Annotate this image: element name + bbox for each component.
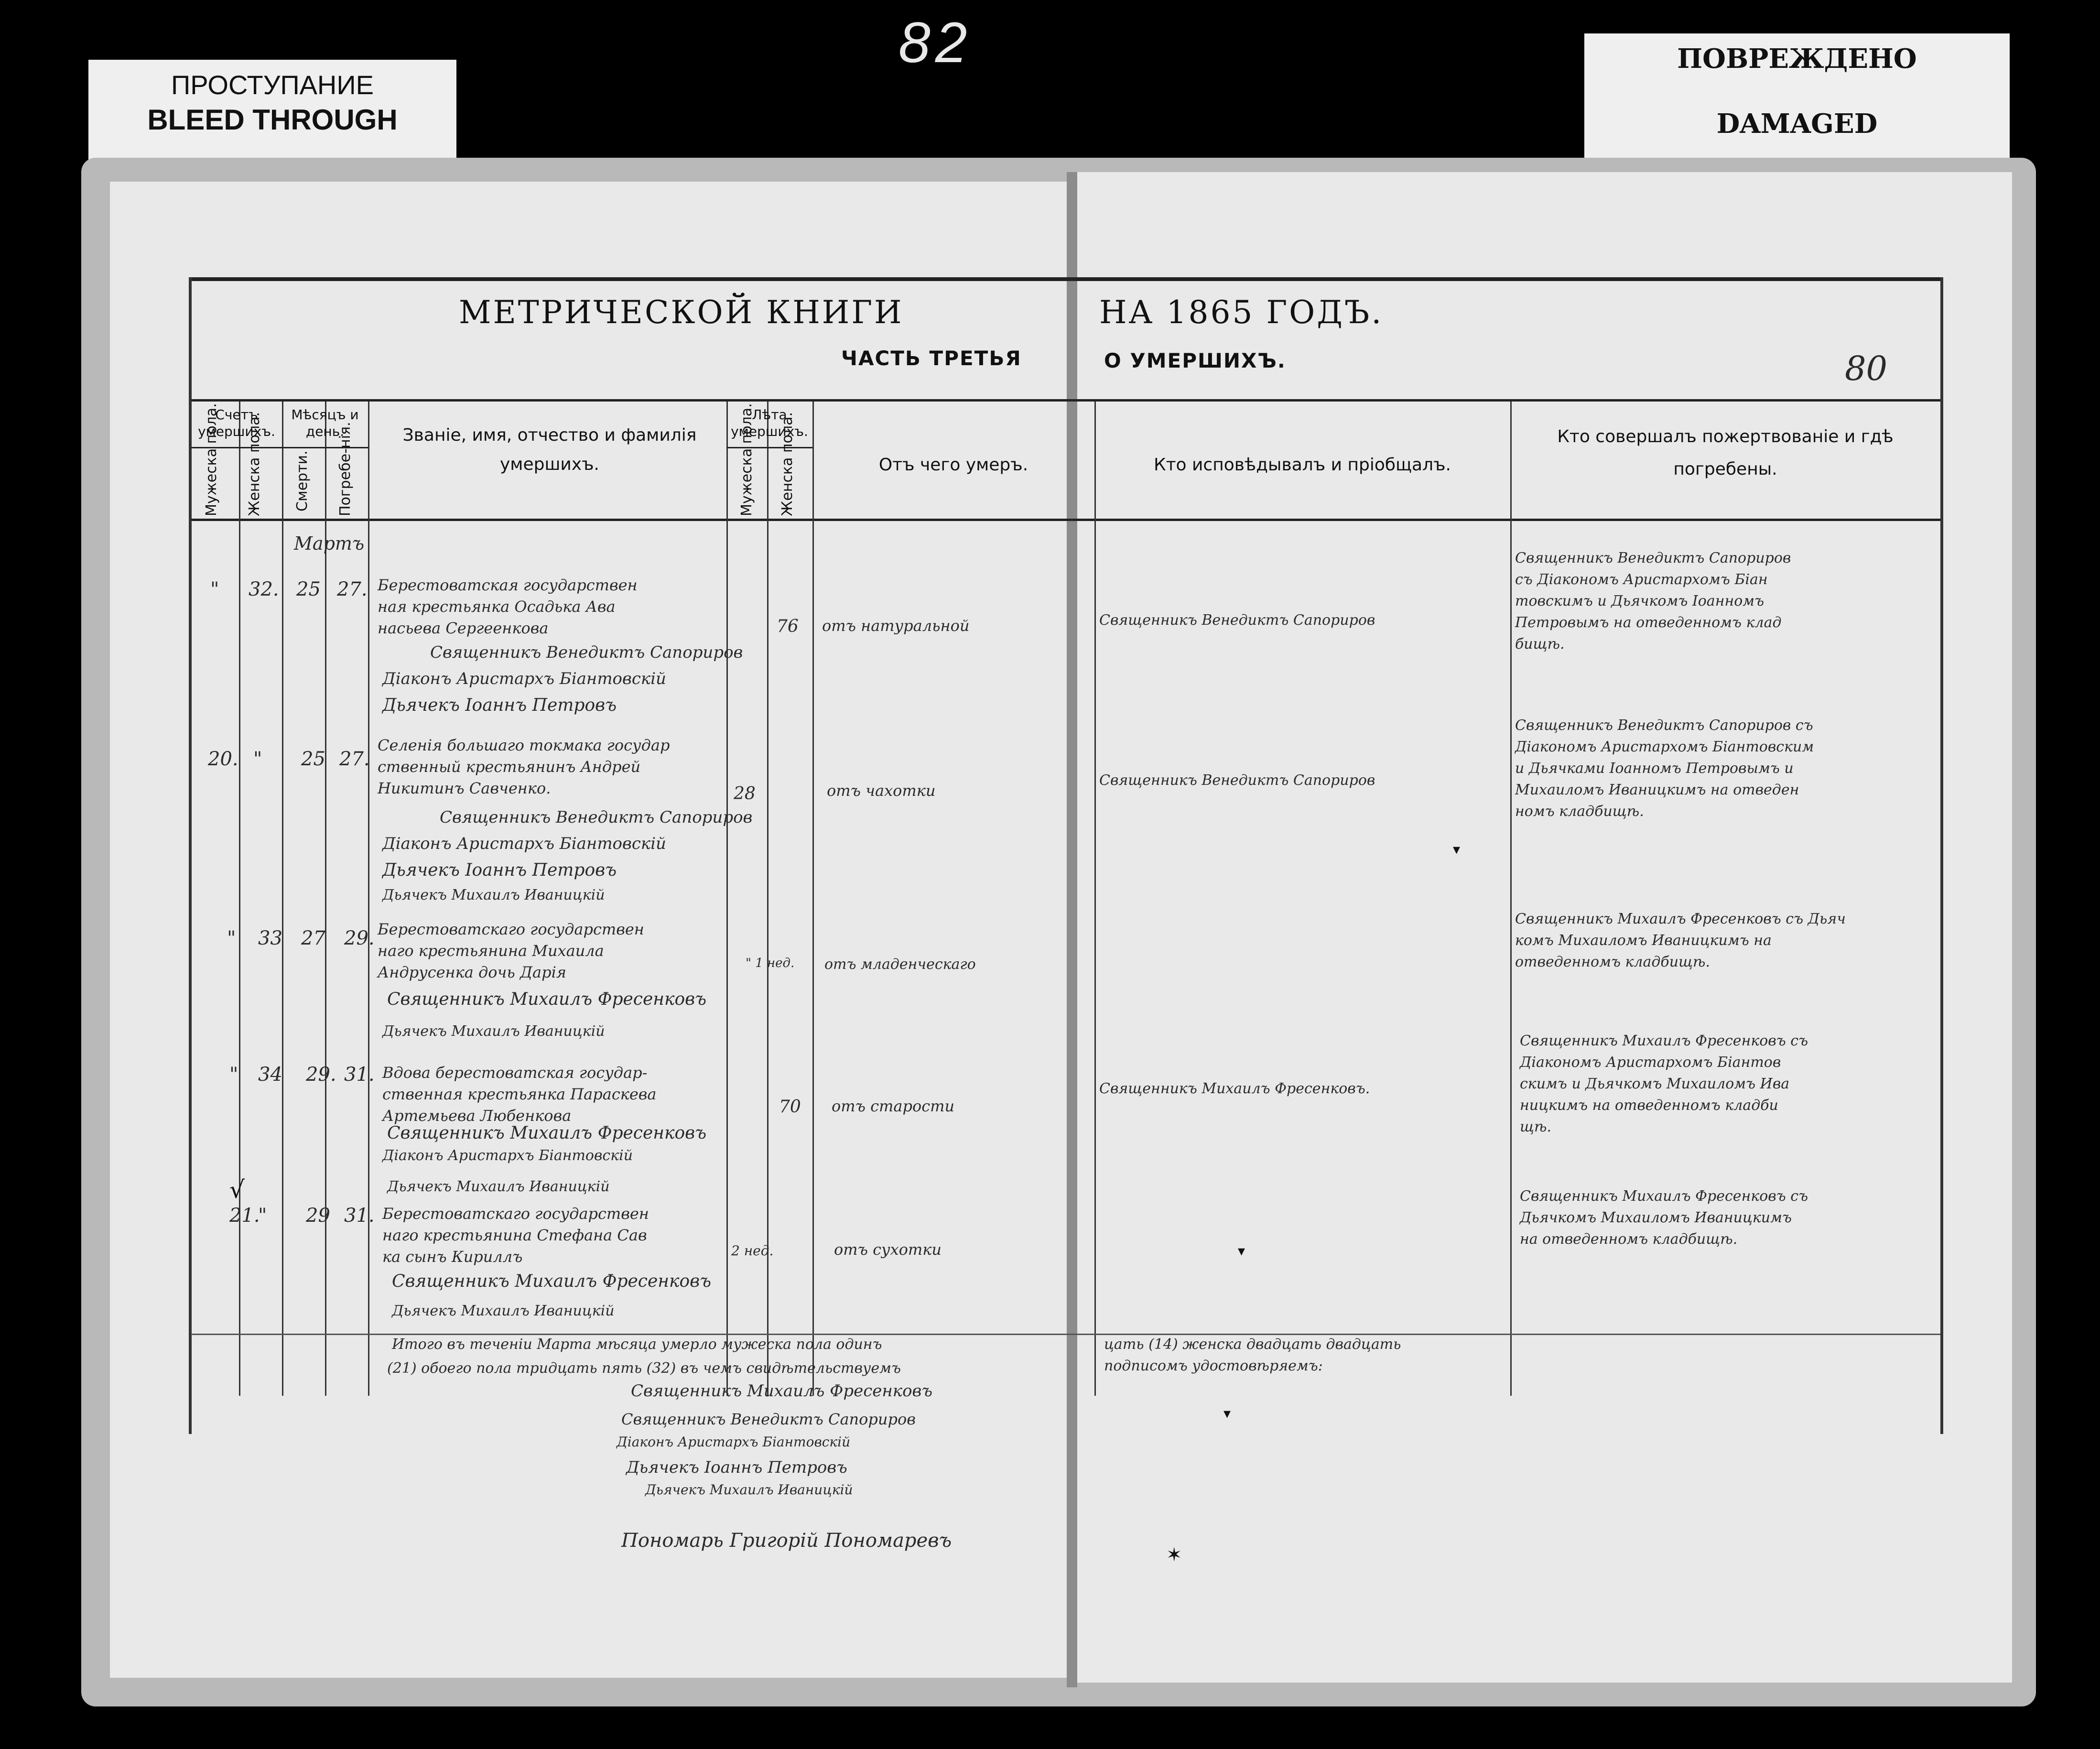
age-header: Лѣта умершихъ. xyxy=(731,407,808,439)
entry-male-no: 21. xyxy=(229,1205,260,1227)
entry-burial-line: съ Діакономъ Аристархомъ Біан xyxy=(1515,571,1768,588)
header-rule-top xyxy=(191,399,1940,402)
entry-burial-line: номъ кладбищѣ. xyxy=(1515,803,1644,820)
entry-female-no: " xyxy=(253,748,262,770)
entry-death-day: 25 xyxy=(296,578,321,600)
entry-name-line: ственная крестьянка Параскева xyxy=(382,1085,657,1103)
entry-death-day: 25 xyxy=(301,748,325,770)
col-line-8 xyxy=(1094,402,1096,1396)
entry-cause: отъ старости xyxy=(832,1097,955,1115)
ink-mark: ▾ xyxy=(1453,841,1461,858)
entry-burial-line: товскимъ и Дьячкомъ Іоанномъ xyxy=(1515,593,1764,609)
entry-burial-line: Петровымъ на отведенномъ клад xyxy=(1515,614,1782,631)
entry-age-female: 70 xyxy=(779,1097,801,1117)
entry-male-no: 20. xyxy=(208,748,238,770)
entry-burial-line: и Дьячками Іоанномъ Петровымъ и xyxy=(1515,760,1794,777)
entry-name-line: насьева Сергеенкова xyxy=(378,619,549,637)
frame-top-line xyxy=(189,277,1943,281)
entry-burial-line: Священникъ Михаилъ Фресенковъ съ Дьяч xyxy=(1515,911,1846,927)
entry-name-line: наго крестьянина Стефана Сав xyxy=(382,1226,647,1244)
entry-name-line: Никитинъ Савченко. xyxy=(378,779,551,797)
entry-signature: Священникъ Венедиктъ Сапориров xyxy=(440,808,753,827)
frame-number: 82 xyxy=(898,11,972,75)
burial-by-header: Кто совершалъ пожертвованіе и гдѣ погребены. xyxy=(1557,427,1894,479)
col-line-4 xyxy=(368,402,369,1396)
entry-burial-day: 29. xyxy=(344,927,375,949)
entry-male-no: " xyxy=(229,1064,238,1086)
month-header: Мѣсяцъ и день. xyxy=(291,407,359,439)
title-right: НА 1865 ГОДЪ. xyxy=(1099,294,1384,331)
entry-signature: Діаконъ Аристархъ Біантовскій xyxy=(382,834,666,853)
entry-burial-day: 31. xyxy=(344,1205,375,1227)
summary-line: Итого въ теченіи Марта мѣсяца умерло мужеска пола одинъ xyxy=(392,1336,882,1353)
part-left: ЧАСТЬ ТРЕТЬЯ xyxy=(841,347,1022,370)
confessor-header: Кто исповѣдывалъ и пріобщалъ. xyxy=(1154,455,1451,475)
frame-left-line xyxy=(189,277,192,1434)
entry-confessor: Священникъ Михаилъ Фресенковъ. xyxy=(1099,1080,1370,1097)
summary-signature: Діаконъ Аристархъ Біантовскій xyxy=(617,1434,851,1450)
entry-cause: отъ натуральной xyxy=(822,617,970,635)
entry-name-line: Вдова берестоватская государ- xyxy=(382,1064,648,1082)
entry-female-no: " xyxy=(258,1205,267,1227)
entry-burial-line: щѣ. xyxy=(1520,1119,1552,1135)
entry-burial-line: Священникъ Венедиктъ Сапориров xyxy=(1515,550,1791,566)
title-left: МЕТРИЧЕСКОЙ КНИГИ xyxy=(459,294,904,331)
entry-name-line: Артемьева Любенкова xyxy=(382,1107,572,1125)
entry-signature: Священникъ Венедиктъ Сапориров xyxy=(430,643,743,662)
summary-signature: Дьячекъ Іоаннъ Петровъ xyxy=(626,1458,847,1477)
col-line-5 xyxy=(726,402,728,1396)
month-subrule xyxy=(282,447,368,448)
entry-signature: Дьячекъ Іоаннъ Петровъ xyxy=(382,860,617,880)
entry-name-line: ная крестьянка Осадька Ава xyxy=(378,597,616,616)
entry-death-day: 29 xyxy=(306,1205,330,1227)
entry-burial-line: на отведенномъ кладбищѣ. xyxy=(1520,1231,1738,1248)
summary-signature: Священникъ Михаилъ Фресенковъ xyxy=(631,1381,932,1401)
entry-burial-line: Михаиломъ Иваницкимъ на отведен xyxy=(1515,782,1799,798)
header-rule-bottom xyxy=(191,519,1940,521)
female-count-header: Женска пола. xyxy=(246,412,263,516)
entry-burial-day: 27. xyxy=(339,748,370,770)
summary-signature: Дьячекъ Михаилъ Иваницкій xyxy=(645,1482,853,1498)
entry-death-day: 29. xyxy=(306,1064,336,1086)
entry-name-line: Берестоватскаго государствен xyxy=(378,920,644,938)
entry-burial-day: 27. xyxy=(337,578,368,600)
entry-female-no: 34 xyxy=(258,1064,282,1086)
entry-burial-line: Діакономъ Аристархомъ Біантов xyxy=(1520,1054,1781,1071)
entry-burial-day: 31. xyxy=(344,1064,375,1086)
entry-name-line: ственный крестьянинъ Андрей xyxy=(378,758,641,776)
month-label: Мартъ xyxy=(294,533,365,554)
entry-burial-line: ницкимъ на отведенномъ кладби xyxy=(1520,1097,1778,1114)
entry-death-day: 27 xyxy=(301,927,325,949)
entry-cause: отъ младенческаго xyxy=(824,956,976,973)
summary-signature: Пономарь Григорій Пономаревъ xyxy=(621,1530,952,1552)
damaged-ru: ПОВРЕЖДЕНО xyxy=(1677,43,1917,75)
name-header: Званіе, имя, отчество и фамилія умершихъ. xyxy=(402,425,697,475)
bleed-through-ru: ПРОСТУПАНИЕ xyxy=(171,70,374,100)
ink-mark: ▾ xyxy=(1238,1243,1245,1260)
male-count-header: Мужеска пола. xyxy=(203,403,220,516)
frame-right-line xyxy=(1940,277,1943,1434)
entry-name-line: Берестоватскаго государствен xyxy=(382,1205,649,1223)
part-right: О УМЕРШИХЪ. xyxy=(1104,349,1286,372)
bleed-through-en: BLEED THROUGH xyxy=(147,104,398,136)
entry-burial-line: отведенномъ кладбищѣ. xyxy=(1515,954,1710,970)
summary-line: (21) обоего пола тридцать пять (32) въ чемъ свидѣтельствуемъ xyxy=(387,1360,901,1377)
entry-age-female: " 1 нед. xyxy=(746,956,795,970)
entry-burial-line: комъ Михаиломъ Иваницкимъ на xyxy=(1515,932,1772,949)
col-line-7 xyxy=(812,402,814,1396)
entry-confessor: Священникъ Венедиктъ Сапориров xyxy=(1099,772,1375,789)
entry-female-no: 33 xyxy=(258,927,282,949)
entry-burial-line: Дьячкомъ Михаиломъ Иваницкимъ xyxy=(1520,1209,1792,1226)
burial-day-header: Погребе-нія. xyxy=(337,422,354,516)
entry-signature: Священникъ Михаилъ Фресенковъ xyxy=(387,1123,707,1143)
col-line-1 xyxy=(239,402,240,1396)
entry-female-no: 32. xyxy=(249,578,279,600)
col-line-9 xyxy=(1510,402,1512,1396)
entry-signature: Дьячекъ Іоаннъ Петровъ xyxy=(382,695,617,715)
damaged-en: DAMAGED xyxy=(1716,108,1878,140)
entry-burial-line: Священникъ Михаилъ Фресенковъ съ xyxy=(1520,1188,1808,1205)
entry-signature: Дьячекъ Михаилъ Иваницкій xyxy=(382,1023,605,1040)
entry-name-line: Андрусенка дочь Дарія xyxy=(378,963,566,981)
entry-cause: отъ чахотки xyxy=(827,782,936,800)
right-page xyxy=(1075,172,2012,1683)
entry-burial-line: Священникъ Венедиктъ Сапориров съ xyxy=(1515,717,1813,734)
entry-name-line: наго крестьянина Михаила xyxy=(378,942,604,960)
count-header: Счетъ умершихъ. xyxy=(198,407,275,439)
cause-header: Отъ чего умеръ. xyxy=(878,455,1028,475)
entry-age-female: 76 xyxy=(777,617,799,636)
entry-cause: отъ сухотки xyxy=(834,1240,942,1259)
ink-mark: ✶ xyxy=(1166,1544,1182,1566)
col-line-2 xyxy=(282,402,283,1396)
summary-line: подписомъ удостовѣряемъ: xyxy=(1104,1358,1323,1374)
entry-signature: Дьячекъ Михаилъ Иваницкій xyxy=(382,887,605,903)
entry-burial-line: Священникъ Михаилъ Фресенковъ съ xyxy=(1520,1032,1808,1049)
entry-signature: Діаконъ Аристархъ Біантовскій xyxy=(382,669,666,688)
entry-name-line: Берестоватская государствен xyxy=(378,576,638,594)
entry-male-no: " xyxy=(210,578,219,600)
entry-burial-line: скимъ и Дьячкомъ Михаиломъ Ива xyxy=(1520,1075,1790,1092)
entry-age-male: 2 нед. xyxy=(731,1243,774,1259)
entry-burial-line: бищѣ. xyxy=(1515,636,1565,652)
check-mark: √ xyxy=(229,1176,245,1204)
entry-age-male: 28 xyxy=(734,784,756,804)
entry-signature: Священникъ Михаилъ Фресенковъ xyxy=(392,1271,712,1291)
entry-signature: Священникъ Михаилъ Фресенковъ xyxy=(387,989,707,1009)
summary-rule xyxy=(191,1334,1940,1335)
ink-mark: ▾ xyxy=(1223,1405,1231,1422)
entry-name-line: Селенія большаго токмака государ xyxy=(378,736,670,754)
summary-line: цать (14) женска двадцать двадцать xyxy=(1104,1336,1401,1353)
age-male-header: Мужеска пола. xyxy=(738,403,755,516)
page-number: 80 xyxy=(1845,349,1888,388)
entry-confessor: Священникъ Венедиктъ Сапориров xyxy=(1099,612,1375,629)
entry-signature: Дьячекъ Михаилъ Иваницкій xyxy=(387,1178,610,1195)
summary-signature: Священникъ Венедиктъ Сапориров xyxy=(621,1410,916,1428)
damaged-label xyxy=(1584,33,2010,163)
entry-signature: Дьячекъ Михаилъ Иваницкій xyxy=(392,1303,615,1319)
entry-burial-line: Діакономъ Аристархомъ Біантовским xyxy=(1515,739,1814,755)
entry-signature: Діаконъ Аристархъ Біантовскій xyxy=(382,1147,633,1164)
death-day-header: Смерти. xyxy=(294,450,311,511)
entry-name-line: ка сынъ Кириллъ xyxy=(382,1248,523,1266)
bleed-through-label xyxy=(88,60,456,174)
entry-male-no: " xyxy=(227,927,236,949)
age-female-header: Женска пола. xyxy=(779,412,796,516)
